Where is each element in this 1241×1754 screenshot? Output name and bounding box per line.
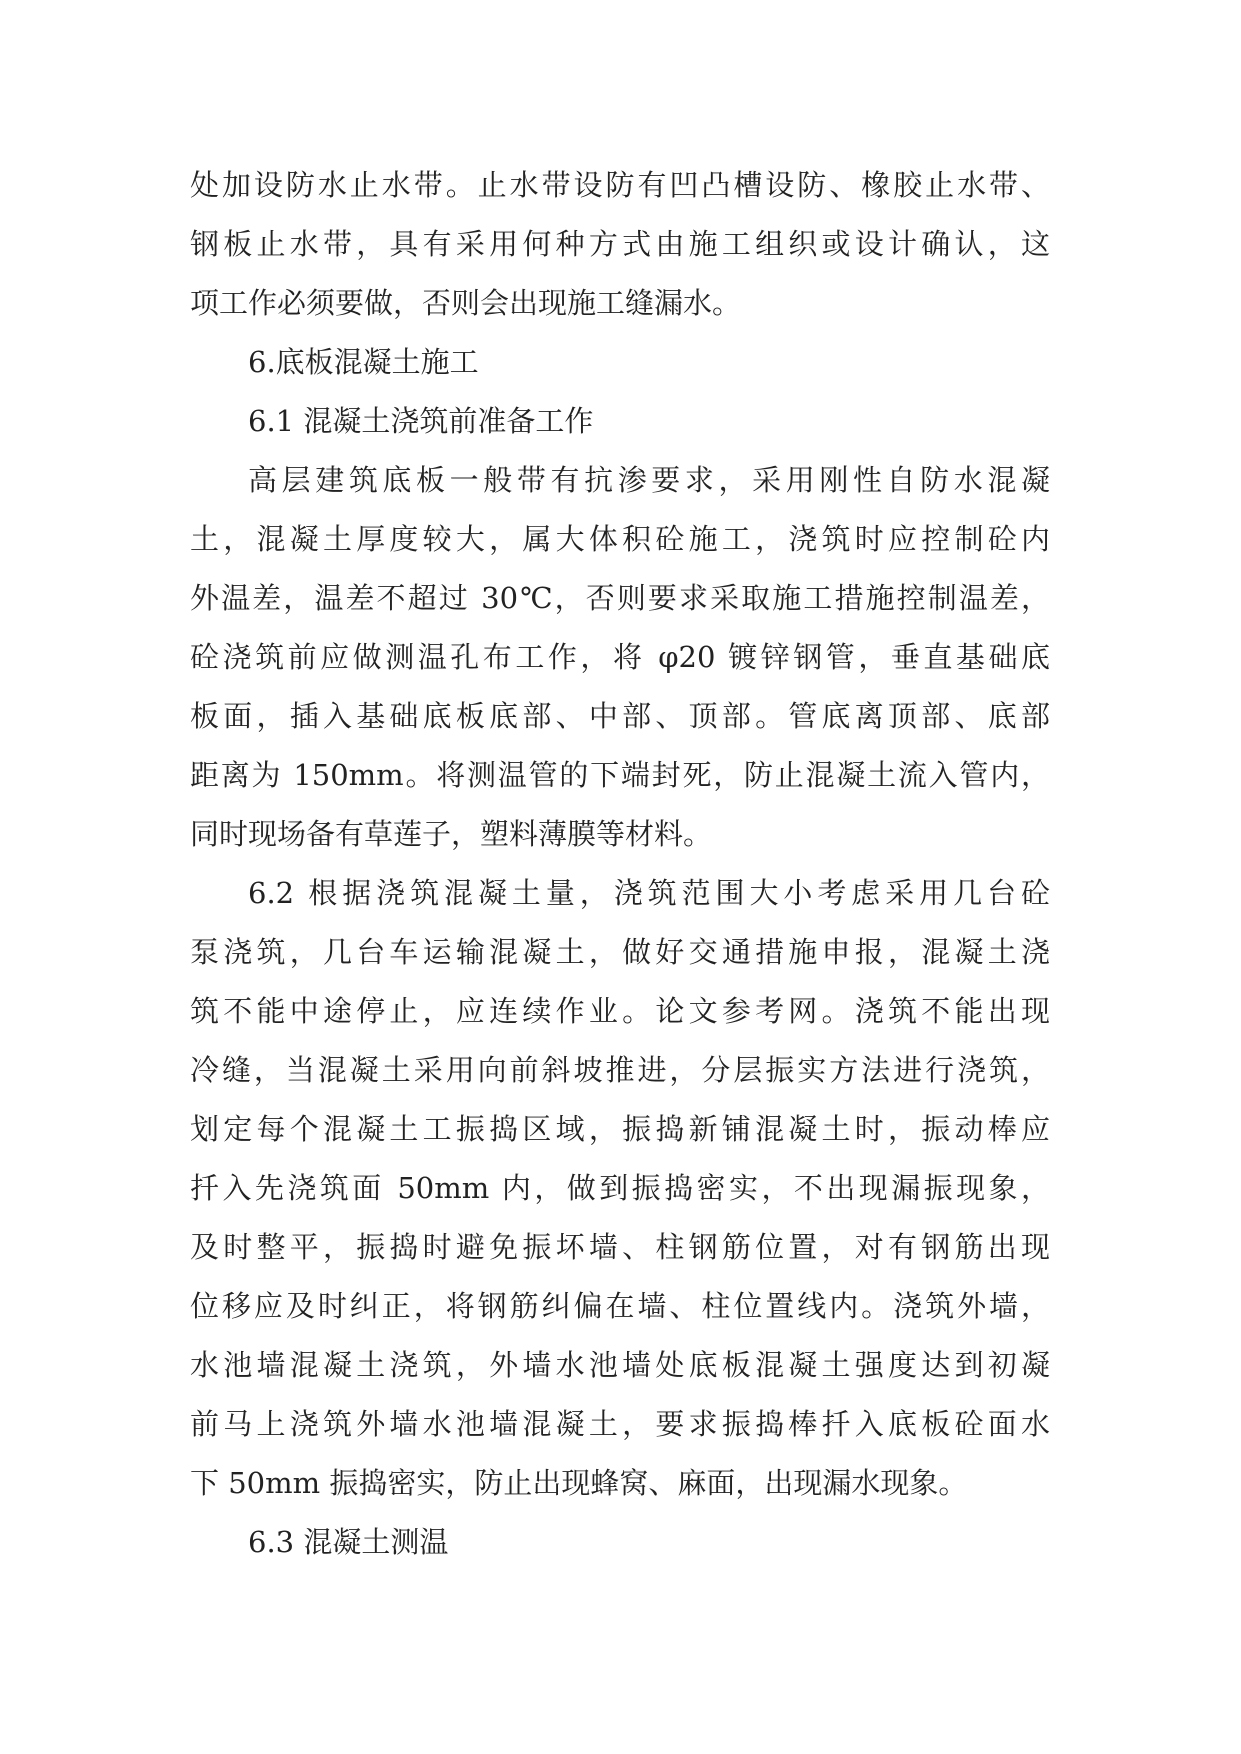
paragraph-line: 泵浇筑，几台车运输混凝土，做好交通措施申报，混凝土浇 xyxy=(190,935,1050,969)
paragraph-line: 土，混凝土厚度较大，属大体积砼施工，浇筑时应控制砼内 xyxy=(190,522,1050,556)
paragraph-line: 筑不能中途停止，应连续作业。论文参考网。浇筑不能出现 xyxy=(190,994,1050,1028)
paragraph-line: 及时整平，振捣时避免振坏墙、柱钢筋位置，对有钢筋出现 xyxy=(190,1230,1050,1264)
subsection-heading: 6.1 混凝土浇筑前准备工作 xyxy=(248,404,594,438)
paragraph-line: 外温差，温差不超过 30℃，否则要求采取施工措施控制温差， xyxy=(190,581,1050,615)
paragraph-line: 板面，插入基础底板底部、中部、顶部。管底离顶部、底部 xyxy=(190,699,1050,733)
paragraph-line: 扦入先浇筑面 50mm 内，做到振捣密实，不出现漏振现象， xyxy=(190,1171,1050,1205)
paragraph-line: 水池墙混凝土浇筑，外墙水池墙处底板混凝土强度达到初凝 xyxy=(190,1348,1050,1382)
document-body xyxy=(190,156,1050,1572)
paragraph-line: 项工作必须要做，否则会出现施工缝漏水。 xyxy=(190,286,742,320)
paragraph-line: 下 50mm 振捣密实，防止出现蜂窝、麻面，出现漏水现象。 xyxy=(190,1466,968,1500)
paragraph-line: 距离为 150mm。将测温管的下端封死，防止混凝土流入管内， xyxy=(190,758,1050,792)
paragraph-line: 钢板止水带，具有采用何种方式由施工组织或设计确认，这 xyxy=(190,227,1050,261)
paragraph-line: 6.2 根据浇筑混凝土量，浇筑范围大小考虑采用几台砼 xyxy=(248,876,1050,910)
paragraph-line: 高层建筑底板一般带有抗渗要求，采用刚性自防水混凝 xyxy=(248,463,1050,497)
paragraph-line: 划定每个混凝土工振捣区域，振捣新铺混凝土时，振动棒应 xyxy=(190,1112,1050,1146)
paragraph-line: 前马上浇筑外墙水池墙混凝土，要求振捣棒扦入底板砼面水 xyxy=(190,1407,1050,1441)
paragraph-line: 位移应及时纠正，将钢筋纠偏在墙、柱位置线内。浇筑外墙， xyxy=(190,1289,1050,1323)
paragraph-line: 砼浇筑前应做测温孔布工作，将 φ20 镀锌钢管，垂直基础底 xyxy=(190,640,1050,674)
paragraph-line: 同时现场备有草莲子，塑料薄膜等材料。 xyxy=(190,817,713,851)
section-heading: 6.底板混凝土施工 xyxy=(248,345,479,379)
subsection-heading: 6.3 混凝土测温 xyxy=(248,1525,449,1559)
paragraph-line: 处加设防水止水带。止水带设防有凹凸槽设防、橡胶止水带、 xyxy=(190,168,1050,202)
paragraph-line: 冷缝，当混凝土采用向前斜坡推进，分层振实方法进行浇筑， xyxy=(190,1053,1050,1087)
